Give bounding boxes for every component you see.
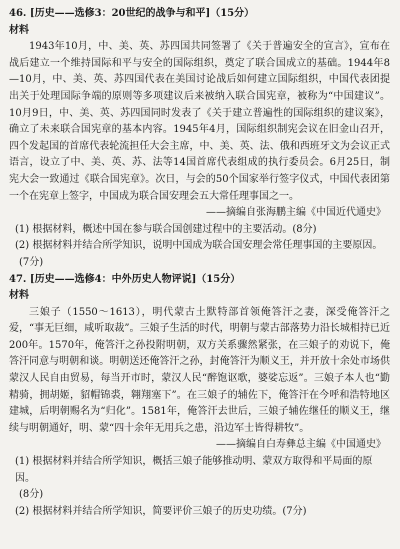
material-label: 材料 [9, 24, 29, 36]
material-source: ——摘编自白寿彝总主编《中国通史》 [216, 439, 386, 451]
question-47-header: 47. [历史——选修4：中外历史人物评说]（15分） [9, 273, 241, 285]
material-label: 材料 [9, 290, 29, 302]
sub-question-1: (1) 根据材料并结合所学知识，概括三娘子能够推动明、蒙双方取得和平局面的原因。 [15, 456, 373, 484]
sub-question-2: (2) 根据材料并结合所学知识，说明中国成为联合国安理会常任理事国的主要原因。 [15, 240, 383, 252]
sub-question-2: (2) 根据材料并结合所学知识，简要评价三娘子的历史功绩。(7分) [15, 505, 307, 517]
question-47 [9, 272, 390, 521]
sub-question-1: (1) 根据材料，概述中国在参与联合国创建过程中的主要活动。(8分) [15, 223, 317, 235]
sub-question-1-score: (8分) [19, 489, 44, 501]
material-source: ——摘编自张海鹏主编《中国近代通史》 [206, 207, 386, 219]
material-paragraph: 1943年10月，中、美、英、苏四国共同签署了《关于普遍安全的宣言》，宣布在战后建立一个维持国际和平与安全的国际组织，奠定了联合国成立的基础。1944年8—10月，中、美、英、苏四国代表在美国讨论战后如何建立国际组织，中国代表团提出关于处理国际争端的原则等多项建议后来被纳入联合国宪章，被称为“中国建议”。10月9日，中、美、英、苏四国同时发表了《关于建立普遍性的国际组织的建议案》，确立了未来联合国宪章的基本内容。1945年4月，国际组织制宪会议在旧金山召开，四个发起国的首席代表轮流担任大会主席，中、美、英、法、俄和西班牙文为会议正式语言，设立了中、美、英、苏、法等14国首席代表组成的执行委员会。6月25日，制宪大会一致通过《联合国宪章》。次日，与会的50个国家举行签字仪式，中国代表团第一个在宪章上签字，中国成为联合国安理会五大常任理事国之一。 [9, 41, 390, 202]
material-paragraph: 三娘子（1550～1613），明代蒙古土默特部首领俺答汗之妻，深受俺答汗之爱，“事无巨细，咸听取裁”。三娘子生活的时代，明朝与蒙古部落势力沿长城相持已近200年。1570年，俺答汗之孙投附明朝，双方关系骤然紧张，在三娘子的劝说下，俺答汗同意与明朝和谈。明朝送还俺答汗之孙，封俺答汗为顺义王，并开放十余处市场供蒙汉人民自由贸易，每当开市时，蒙汉人民“醉饱讴歌，婆娑忘返”。三娘子本人也“勤精骑，拥胡姬，貂帽锦裘，翱翔塞下”。在三娘子的辅佐下，俺答汗在今呼和浩特地区建城，后明朝赐名为“归化”。1581年，俺答汗去世后，三娘子辅佐继任的顺义王，继续与明朝通好，明、蒙“四十余年无用兵之患，沿边军士皆得耕牧”。 [9, 306, 390, 434]
question-46 [9, 6, 390, 272]
question-46-header: 46. [历史——选修3：20世纪的战争与和平]（15分） [9, 8, 255, 19]
sub-question-2-score: (7分) [19, 256, 44, 268]
